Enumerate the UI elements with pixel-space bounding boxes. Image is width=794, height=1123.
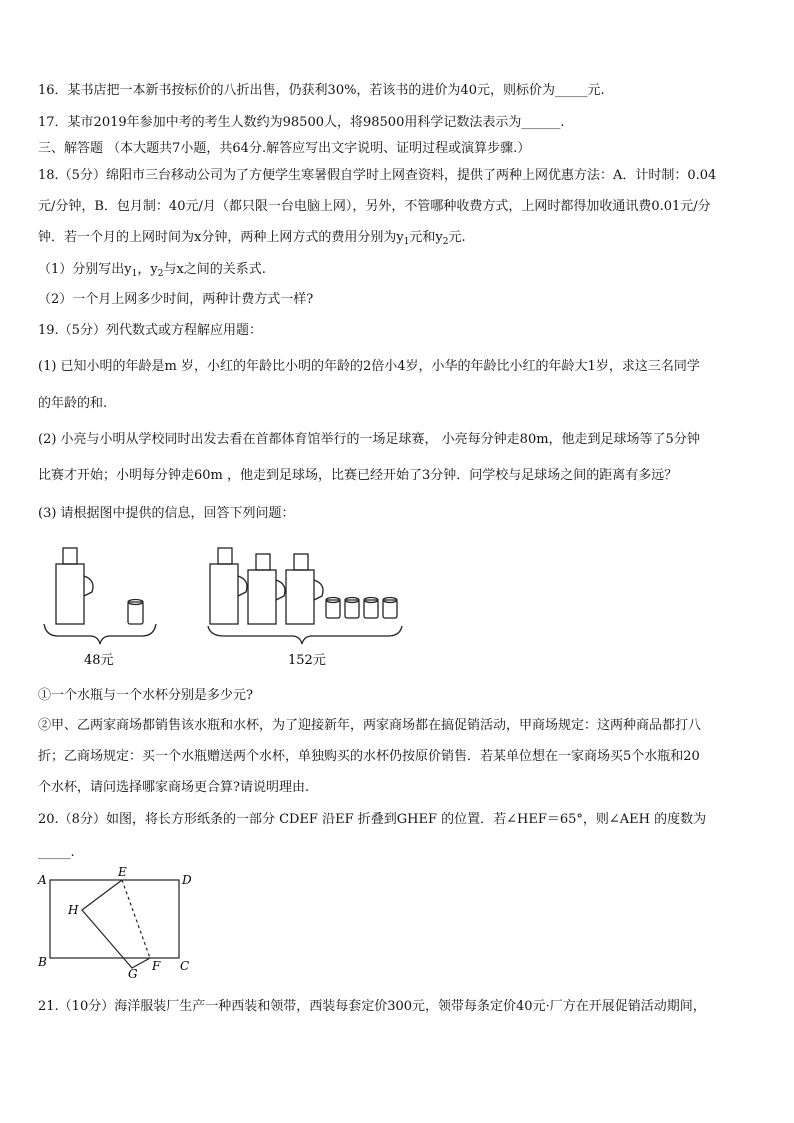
label-d: D	[182, 873, 192, 887]
question-19-sub-b-line3: 个水杯，请问选择哪家商场更合算?请说明理由.	[38, 780, 310, 795]
left-brace	[44, 624, 156, 644]
label-g: G	[128, 967, 138, 978]
water-cup-icon	[364, 598, 378, 619]
price-left: 48元	[84, 653, 114, 668]
question-16: 16．某书店把一本新书按标价的八折出售，仍获利30%，若该书的进价为40元，则标价为_____元.	[38, 83, 605, 98]
folded-part	[82, 880, 150, 968]
question-19-part2-line2: 比赛才开始；小明每分钟走60m ，他走到足球场，比赛已经开始了3分钟．问学校与足球场之间的距离有多远？	[38, 468, 678, 483]
q18-text: 元和y	[409, 230, 443, 245]
question-17: 17．某市2019年参加中考的考生人数约为98500人，将98500用科学记数法表示为______.	[38, 115, 565, 130]
rectangle-abcd	[50, 880, 179, 958]
right-brace	[208, 626, 402, 644]
question-19-part1-line2: 的年龄的和.	[38, 396, 108, 411]
folded-rectangle-figure	[34, 866, 204, 978]
water-bottle-icon	[286, 554, 323, 624]
question-19-sub-b-line1: ②甲、乙两家商场都销售该水瓶和水杯，为了迎接新年，两家商场都在搞促销活动，甲商场规定：这两种商品都打八	[38, 718, 702, 733]
water-cup-icon	[383, 598, 397, 619]
subscript: 2	[442, 237, 449, 247]
subscript: 1	[403, 237, 410, 247]
question-18-line1: 18.（5分）绵阳市三台移动公司为了方便学生寒暑假自学时上网查资料，提供了两种上网优惠方法：A．计时制：0.04	[38, 168, 717, 183]
subscript: 2	[157, 269, 164, 279]
q18-text: 与x之间的关系式.	[163, 262, 266, 277]
question-20-line2: _____.	[38, 845, 75, 860]
question-18-part2: （2）一个月上网多少时间，两种计费方式一样?	[38, 292, 314, 307]
question-19-part1-line1: (1) 已知小明的年龄是m 岁，小红的年龄比小明的年龄的2倍小4岁，小华的年龄比小红的年龄大1岁，求这三名同学	[38, 359, 700, 374]
question-19-sub-b-line2: 折；乙商场规定：买一个水瓶赠送两个水杯，单独购买的水杯仍按原价销售．若某单位想在一家商场买5个水瓶和20	[38, 749, 700, 764]
question-19-part2-line1: (2) 小亮与小明从学校同时出发去看在首都体育馆举行的一场足球赛， 小亮每分钟走80m，他走到足球场等了5分钟	[38, 432, 700, 447]
water-bottle-icon	[210, 548, 247, 624]
price-right: 152元	[288, 653, 326, 668]
q18-text: ，y	[137, 262, 158, 277]
question-18-line2: 元/分钟，B．包月制：40元/月（都只限一台电脑上网），另外，不管哪种收费方式，上网时都得加收通讯费0.01元/分	[38, 199, 711, 214]
question-19-sub-a: ①一个水瓶与一个水杯分别是多少元?	[38, 688, 253, 703]
fold-line-ef	[122, 880, 150, 958]
section-heading: 三、解答题 （本大题共7小题，共64分.解答应写出文字说明、证明过程或演算步骤.）	[38, 141, 531, 156]
question-18-line3	[38, 228, 758, 252]
label-a: A	[38, 873, 47, 887]
water-cup-icon	[345, 598, 359, 619]
question-19-part3: (3) 请根据图中提供的信息，回答下列问题：	[38, 506, 295, 521]
q18-text: 钟．若一个月的上网时间为x分钟，两种上网方式的费用分别为y	[38, 230, 404, 245]
question-20-line1: 20.（8分）如图，将长方形纸条的一部分 CDEF 沿EF 折叠到GHEF 的位置．若∠HEF＝65°，则∠AEH 的度数为	[38, 812, 707, 827]
water-bottle-icon	[56, 548, 93, 624]
question-19-title: 19.（5分）列代数式或方程解应用题：	[38, 323, 262, 338]
question-18-part1	[38, 260, 758, 284]
q18-text: 元.	[448, 230, 466, 245]
label-h: H	[68, 903, 79, 917]
subscript: 1	[131, 269, 138, 279]
water-bottle-icon	[248, 554, 285, 624]
label-e: E	[118, 866, 127, 879]
bottles-cups-figure	[38, 540, 418, 675]
label-c: C	[180, 959, 190, 973]
water-cup-icon	[128, 600, 143, 625]
label-f: F	[152, 959, 161, 973]
label-b: B	[38, 955, 47, 969]
q18-text: （1）分别写出y	[38, 262, 132, 277]
question-21: 21.（10分）海洋服装厂生产一种西装和领带，西装每套定价300元，领带每条定价40元·厂方在开展促销活动期间，	[38, 999, 706, 1014]
water-cup-icon	[326, 598, 340, 619]
